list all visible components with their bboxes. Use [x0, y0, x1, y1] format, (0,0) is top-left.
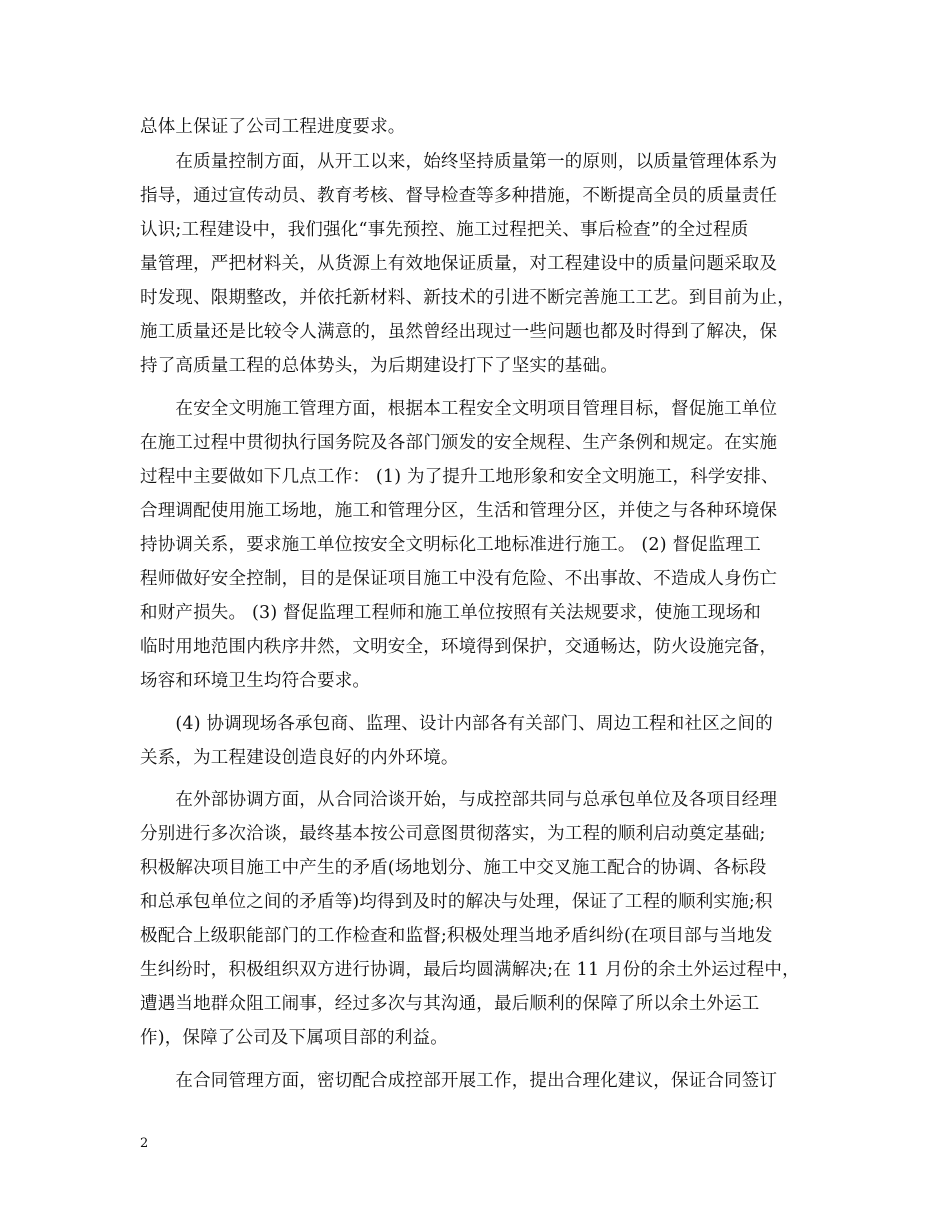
text-line: 在质量控制方面，从开工以来，始终坚持质量第一的原则，以质量管理体系为 [140, 152, 778, 172]
text-line: 持协调关系，要求施工单位按安全文明标化工地标准进行施工。 (2) 督促监理工 [140, 535, 762, 555]
text-line: 量管理，严把材料关，从货源上有效地保证质量，对工程建设中的质量问题采取及 [140, 254, 778, 274]
text-line: 指导，通过宣传动员、教育考核、督导检查等多种措施，不断提高全员的质量责任 [140, 186, 778, 206]
text-line: 总体上保证了公司工程进度要求。 [140, 117, 406, 137]
text-line: 作)，保障了公司及下属项目部的利益。 [140, 1028, 448, 1048]
text-line: 持了高质量工程的总体势头，为后期建设打下了坚实的基础。 [140, 356, 618, 376]
text-line: 在合同管理方面，密切配合成控部开展工作，提出合理化建议，保证合同签订 [140, 1071, 778, 1091]
text-line: 程师做好安全控制，目的是保证项目施工中没有危险、不出事故、不造成人身伤亡 [140, 569, 778, 589]
text-line: 过程中主要做如下几点工作： (1) 为了提升工地形象和安全文明施工，科学安排、 [140, 467, 779, 487]
text-line: 遭遇当地群众阻工闹事，经过多次与其沟通，最后顺利的保障了所以余土外运工 [140, 994, 760, 1014]
page-number: 2 [140, 1136, 149, 1151]
text-line: 时发现、限期整改，并依托新材料、新技术的引进不断完善施工工艺。到目前为止， [140, 288, 795, 308]
text-line: 认识;工程建设中，我们强化“事先预控、施工过程把关、事后检查”的全过程质 [140, 220, 749, 240]
text-line: 关系，为工程建设创造良好的内外环境。 [140, 748, 459, 768]
text-line: 积极解决项目施工中产生的矛盾(场地划分、施工中交叉施工配合的协调、各标段 [140, 858, 767, 878]
text-line: 在施工过程中贯彻执行国务院及各部门颁发的安全规程、生产条例和规定。在实施 [140, 433, 778, 453]
text-line: 在安全文明施工管理方面，根据本工程安全文明项目管理目标，督促施工单位 [140, 399, 778, 419]
text-line: 合理调配使用施工场地，施工和管理分区，生活和管理分区，并使之与各种环境保 [140, 501, 778, 521]
text-line: 在外部协调方面，从合同洽谈开始，与成控部共同与总承包单位及各项目经理 [140, 790, 778, 810]
text-line: 分别进行多次洽谈，最终基本按公司意图贯彻落实，为工程的顺利启动奠定基础; [140, 824, 766, 844]
text-line: 施工质量还是比较令人满意的，虽然曾经出现过一些问题也都及时得到了解决，保 [140, 322, 778, 342]
text-line: 生纠纷时，积极组织双方进行协调，最后均圆满解决;在 11 月份的余土外运过程中， [140, 960, 800, 980]
text-line: 极配合上级职能部门的工作检查和监督;积极处理当地矛盾纠纷(在项目部与当地发 [140, 926, 773, 946]
text-line: 临时用地范围内秩序井然，文明安全，环境得到保护，交通畅达，防火设施完备， [140, 637, 778, 657]
text-line: (4) 协调现场各承包商、监理、设计内部各有关部门、周边工程和社区之间的 [140, 714, 773, 734]
text-line: 场容和环境卫生均符合要求。 [140, 671, 371, 691]
text-line: 和财产损失。 (3) 督促监理工程师和施工单位按照有关法规要求，使施工现场和 [140, 603, 762, 623]
text-line: 和总承包单位之间的矛盾等)均得到及时的解决与处理，保证了工程的顺利实施;积 [140, 892, 773, 912]
